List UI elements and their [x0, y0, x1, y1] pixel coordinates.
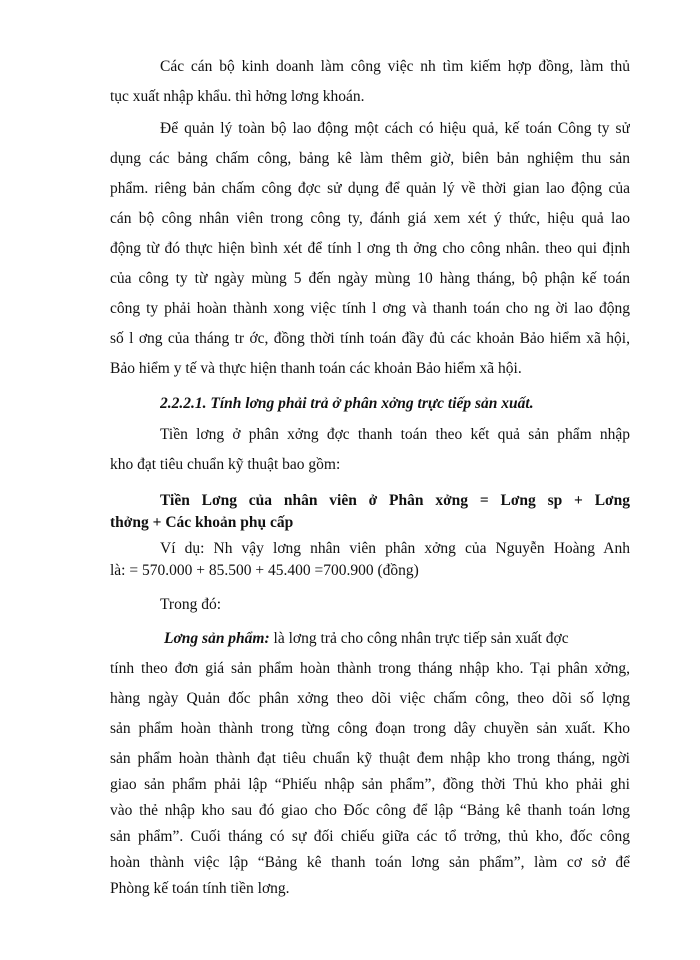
- para-line: của công ty từ ngày mùng 5 đến ngày mùng 10 hàng tháng, bộ phận kế toán: [110, 270, 630, 287]
- para-line: Tiền lơng ở phân xởng đợc thanh toán theo kết quả sản phẩm nhập: [160, 426, 630, 443]
- formula-line: Tiền Lơng của nhân viên ở Phân xởng = Lơng sp + Lơng: [160, 492, 630, 509]
- para-line: Các cán bộ kinh doanh làm công việc nh tìm kiếm hợp đồng, làm thủ: [160, 58, 630, 75]
- para-line: hoàn thành việc lập “Bảng kê thanh toán lơng sản phẩm”, làm cơ sở để: [110, 854, 630, 871]
- para-line: vào thẻ nhập kho sau đó giao cho Đốc công để lập “Bảng kê thanh toán lơng: [110, 802, 630, 819]
- para-line: dụng các bảng chấm công, bảng kê làm thêm giờ, biên bản nghiệm thu sản: [110, 150, 630, 167]
- para-line: Trong đó:: [160, 596, 222, 613]
- para-line: hàng ngày Quản đốc phân xởng theo dõi việc chấm công, theo dõi số lợng: [110, 690, 630, 707]
- para-line: Phòng kế toán tính tiền lơng.: [110, 880, 290, 897]
- para-line: sản phẩm hoàn thành đạt tiêu chuẩn kỹ thuật đem nhập kho trong tháng, ngời: [110, 750, 630, 767]
- para-line: phẩm. riêng bản chấm công đợc sử dụng để quản lý về thời gian lao động của: [110, 180, 630, 197]
- para-line: số l ơng của tháng tr ớc, đồng thời tính toán đầy đủ các khoản Bảo hiểm xã hội,: [110, 330, 630, 347]
- para-line: kho đạt tiêu chuẩn kỹ thuật bao gồm:: [110, 456, 341, 473]
- para-line: cán bộ công nhân viên trong công ty, đánh giá xem xét ý thức, hiệu quả lao: [110, 210, 630, 227]
- para-line: giao sản phẩm phải lập “Phiếu nhập sản phẩm”, đồng thời Thủ kho phải ghi: [110, 776, 630, 793]
- para-line: [160, 628, 630, 650]
- para-line: Để quản lý toàn bộ lao động một cách có hiệu quả, kế toán Công ty sử: [160, 120, 630, 137]
- para-line: sản phẩm”. Cuối tháng có sự đối chiếu giữa các tổ trởng, thủ kho, đốc công: [110, 828, 630, 845]
- term-label: Lơng sản phẩm:: [164, 630, 270, 647]
- para-line: động từ đó thực hiện bình xét để tính l ơng th ởng cho công nhân. theo qui định: [110, 240, 630, 257]
- para-line: sản phẩm hoàn thành trong từng công đoạn trong dây chuyền sản xuất. Kho: [110, 720, 630, 737]
- para-line: công ty phải hoàn thành xong việc tính l ơng và thanh toán cho ng ời lao động: [110, 300, 630, 317]
- para-line: Ví dụ: Nh vậy lơng nhân viên phân xởng của Nguyễn Hoàng Anh: [160, 540, 630, 557]
- section-heading: 2.2.2.1. Tính lơng phải trả ở phân xởng trực tiếp sản xuất.: [160, 395, 534, 412]
- para-line: là: = 570.000 + 85.500 + 45.400 =700.900 (đồng): [110, 562, 419, 579]
- para-line: tục xuất nhập khẩu. thì hởng lơng khoán.: [110, 88, 365, 105]
- term-definition: là lơng trả cho công nhân trực tiếp sản xuất đợc: [269, 630, 569, 647]
- para-line: Bảo hiểm y tế và thực hiện thanh toán các khoản Bảo hiểm xã hội.: [110, 360, 522, 377]
- formula-line: thởng + Các khoản phụ cấp: [110, 514, 294, 531]
- para-line: tính theo đơn giá sản phẩm hoàn thành trong tháng nhập kho. Tại phân xởng,: [110, 660, 630, 677]
